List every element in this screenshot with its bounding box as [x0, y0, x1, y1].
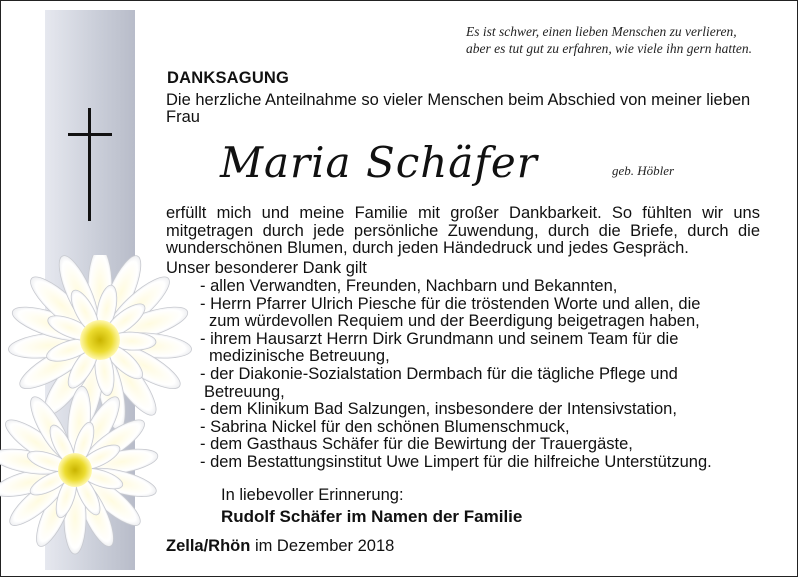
opening-quote: [466, 23, 752, 57]
list-item: - dem Bestattungsinstitut Uwe Limpert für die hilfreiche Unterstützung.: [200, 452, 712, 471]
deceased-name: Maria Schäfer: [220, 138, 538, 187]
list-item: Betreuung,: [204, 382, 285, 401]
thanks-list: [200, 278, 760, 472]
place-date-text: im Dezember 2018: [254, 537, 395, 555]
place-town: Zella/Rhön: [166, 537, 251, 555]
list-item: - Sabrina Nickel für den schönen Blumenschmuck,: [200, 417, 570, 436]
list-item: - dem Klinikum Bad Salzungen, insbesondere der Intensivstation,: [200, 400, 677, 419]
list-item: - allen Verwandten, Freunden, Nachbarn und Bekannten,: [200, 277, 618, 295]
list-item: - dem Gasthaus Schäfer für die Bewirtung der Trauergäste,: [200, 435, 633, 454]
list-item: - ihrem Hausarzt Herrn Dirk Grundmann und seinem Team für die: [200, 329, 679, 348]
place-date: [166, 537, 394, 556]
cross-icon-bar: [68, 133, 112, 136]
list-item: zum würdevollen Requiem und der Beerdigung beigetragen haben,: [209, 312, 700, 331]
cross-icon: [88, 108, 91, 221]
page-title: DANKSAGUNG: [167, 69, 290, 87]
closing-line: In liebevoller Erinnerung:: [221, 486, 404, 504]
gratitude-paragraph: erfüllt mich und meine Familie mit großer Dankbarkeit. So fühlten wir uns mitgetragen durch jede persönliche Zuwendung, durch die Briefe, durch die wunderschönen Blumen, durch jeden Händedruck und jedes Gespräch.: [166, 204, 760, 257]
intro-text: Die herzliche Anteilnahme so vieler Menschen beim Abschied von meiner lieben Frau: [166, 91, 751, 126]
quote-line-2: aber es tut gut zu erfahren, wie viele ihn gern hatten.: [466, 41, 752, 56]
dahlia-flowers-icon: [0, 255, 215, 570]
thanks-intro: Unser besonderer Dank gilt: [166, 259, 367, 277]
list-item: medizinische Betreuung,: [209, 347, 390, 366]
maiden-name: geb. Höbler: [612, 163, 675, 178]
quote-line-1: Es ist schwer, einen lieben Menschen zu verlieren,: [466, 24, 737, 39]
list-item: - Herrn Pfarrer Ulrich Piesche für die tröstenden Worte und allen, die: [200, 294, 701, 313]
list-item: - der Diakonie-Sozialstation Dermbach für die tägliche Pflege und: [200, 364, 678, 383]
signature: Rudolf Schäfer im Namen der Familie: [221, 507, 523, 526]
